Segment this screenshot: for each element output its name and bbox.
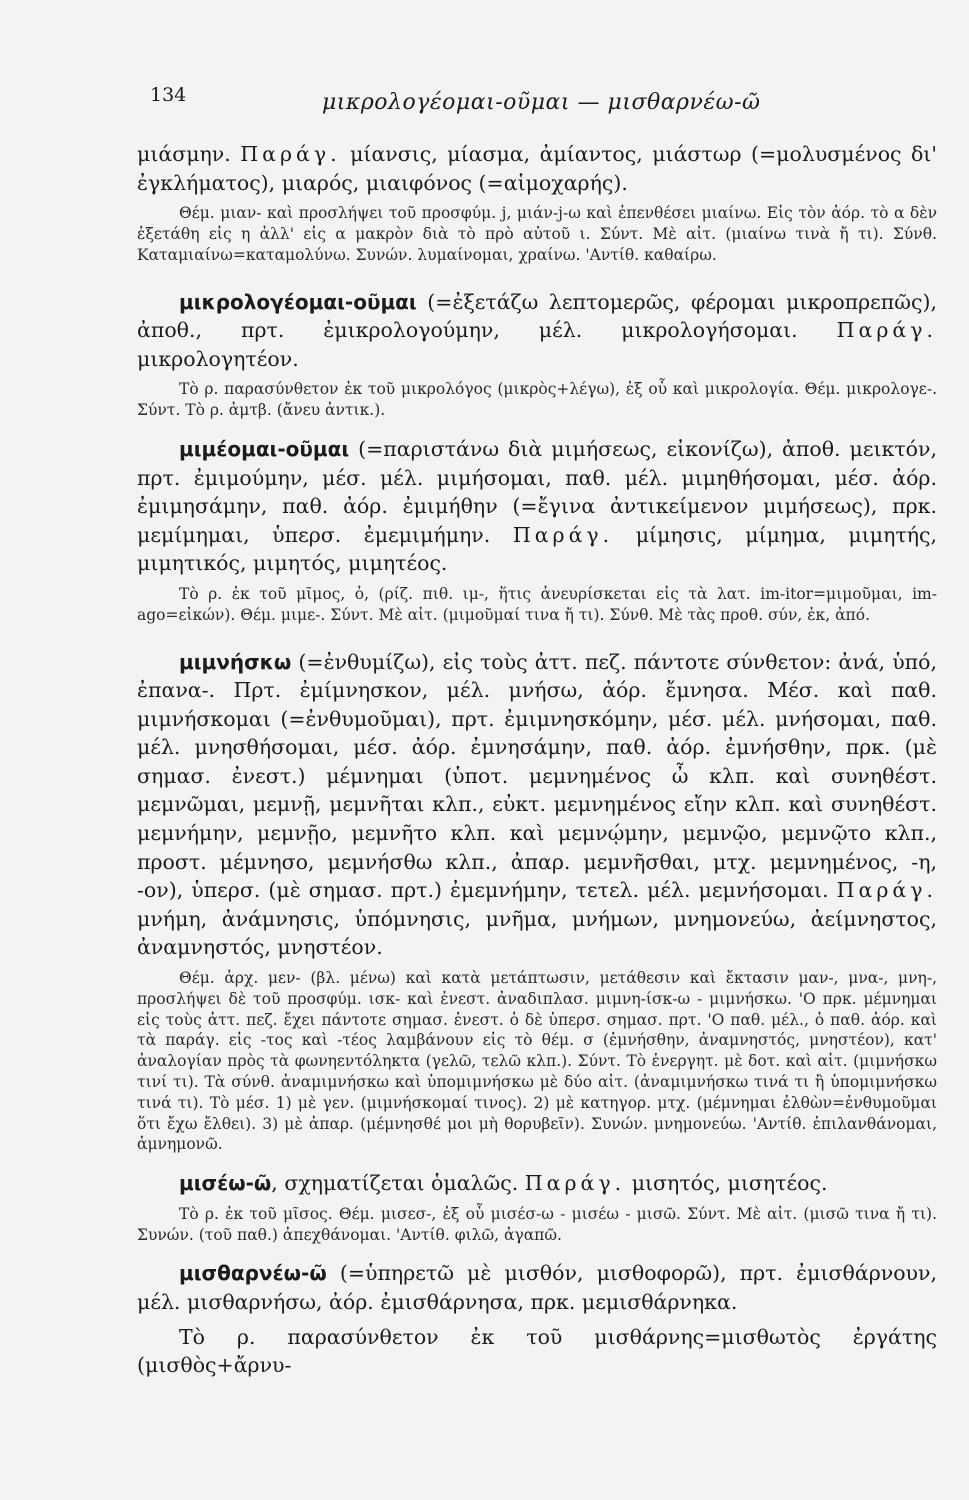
- page-content: [137, 140, 937, 1380]
- derivatives-label: Παράγ.: [836, 318, 937, 343]
- entry-mikrologeomai: [137, 288, 937, 374]
- derivatives-label: Παράγ.: [524, 1171, 626, 1196]
- entry-note: Τὸ ρ. ἐκ τοῦ μῖμος, ὁ, (ρίζ. πιθ. ιμ-, ἥτις ἀνευρίσκεται εἰς τὰ λατ. im-itor=μιμοῦμαι, im-ago=εἰκών). Θέμ. μιμε-. Σύντ. Μὲ αἰτ. (μιμοῦμαί τινα ἤ τι). Σύνθ. Μὲ τὰς προθ. σύν, ἐκ, ἀπό.: [137, 584, 937, 624]
- entry-note: Θέμ. μιαν- καὶ προσλήψει τοῦ προσφύμ. j, μιάν-j-ω καὶ ἐπενθέσει μιαίνω. Εἰς τὸν ἀόρ. τὸ α δὲν ἐξετάθη εἰς η ἀλλ' εἰς α μακρὸν διὰ τὸ πρὸ αὐτοῦ ι. Σύντ. Μὲ αἰτ. (μιαίνω τινὰ ἤ τι). Σύνθ. Καταμιαίνω=καταμολύνω. Συνών. λυμαίνομαι, χραίνω. 'Αντίθ. καθαίρω.: [137, 204, 937, 264]
- derivatives-label: Παράγ.: [240, 142, 341, 166]
- entry-text: μίμησις, μίμημα, μιμητής, μιμητικός, μιμητός, μιμητέος.: [137, 522, 937, 576]
- entry-text: (=ἐνθυμίζω), εἰς τοὺς ἀττ. πεζ. πάντοτε σύνθετον: ἀνά, ὑπό, ἐπανα-. Πρτ. ἐμίμνησκον, μέλ. μνήσω, ἀόρ. ἔμνησα. Μέσ. καὶ παθ. μιμνήσκομαι (=ἐνθυμοῦμαι), πρτ. ἐμιμνησκόμην, μέσ. μέλ. μνήσομαι, παθ. μέλ. μνησθήσομαι, μέσ. ἀόρ. ἐμνησάμην, παθ. ἀόρ. ἐμνήσθην, πρκ. (μὲ σημασ. ἐνεστ.) μέμνημαι (ὑποτ. μεμνημένος ὦ κλπ. καὶ συνηθέστ. μεμνῶμαι, μεμνῇ, μεμνῆται κλπ., εὐκτ. μεμνημένος εἴην κλπ. καὶ συνηθέστ. μεμνήμην, μεμνῇο, μεμνῆτο κλπ. καὶ μεμνῴμην, μεμνῷο, μεμνῷτο κλπ., προστ. μέμνησο, μεμνήσθω κλπ., ἀπαρ. μεμνῆσθαι, μτχ. μεμνημένος, -η, -ον), ὑπερσ. (μὲ σημασ. πρτ.) ἐμεμνήμην, τετελ. μέλ. μεμνήσομαι.: [137, 649, 937, 903]
- entry-text: μνήμη, ἀνάμνησις, ὑπόμνησις, μνῆμα, μνήμων, μνημονεύω, ἀείμνηστος, ἀναμνηστός, μνηστέον.: [137, 906, 937, 960]
- headword: μισθαρνέω-ῶ: [179, 1261, 327, 1286]
- entry-text: μίανσις, μίασμα, ἀμίαντος, μιάστωρ (=μολυσμένος δι' ἐγκλήματος), μιαρός, μιαιφόνος (=αἱμοχαρής).: [137, 142, 937, 195]
- entry-text: , σχηματίζεται ὁμαλῶς.: [271, 1171, 525, 1196]
- derivatives-label: Παράγ.: [836, 878, 937, 903]
- entry-text: (=ἐξετάζω λεπτομερῶς, φέρομαι μικροπρεπῶς), ἀποθ., πρτ. ἐμικρολογούμην, μέλ. μικρολογήσομαι.: [137, 289, 937, 343]
- entry-mistharneo: [137, 1259, 937, 1316]
- headword: μισέω-ῶ: [179, 1171, 272, 1196]
- entry-mimeomai: [137, 435, 937, 578]
- entry-text: μικρολογητέον.: [137, 346, 299, 371]
- entry-miaino-continuation: [137, 140, 937, 197]
- running-head: μικρολογέομαι-οῦμαι — μισθαρνέω-ῶ: [322, 90, 761, 115]
- entry-text: μισητός, μισητέος.: [625, 1171, 828, 1196]
- page-number: 134: [150, 84, 187, 106]
- entry-note: Θέμ. ἀρχ. μεν- (βλ. μένω) καὶ κατὰ μετάπτωσιν, μετάθεσιν καὶ ἔκτασιν μαν-, μνα-, μνη-, προσλήψει δὲ τοῦ προσφύμ. ισκ- καὶ ἐνεστ. ἀναδιπλασ. μιμνη-ίσκ-ω - μιμνήσκω. 'Ο πρκ. μέμνημαι εἰς τοὺς ἀττ. πεζ. ἔχει πάντοτε σημασ. ἐνεστ. ὁ δὲ ὑπερσ. σημασ. πρτ. 'Ο παθ. μέλ., ὁ παθ. ἀόρ. καὶ τὰ παράγ. εἰς -τος καὶ -τέος λαμβάνουν εἰς τὸ θέμ. σ (ἐμνήσθην, ἀναμνηστός, μνηστέον), κατ' ἀναλογίαν πρὸς τὰ φωνηεντόληκτα (γελῶ, τελῶ κλπ.). Σύντ. Τὸ ἐνεργητ. μὲ δοτ. καὶ αἰτ. (μιμνήσκω τινί τι). Τὰ σύνθ. ἀναμιμνήσκω καὶ ὑπομιμνήσκω μὲ δύο αἰτ. (ἀναμιμνήσκω τινά τι ἢ ὑπομιμνήσκω τινά τι). Τὸ μέσ. 1) μὲ γεν. (μιμνήσκομαί τινος). 2) μὲ κατηγορ. μτχ. (μέμνημαι ἐλθὼν=ἐνθυμοῦμαι ὅτι ἔχω ἔλθει). 3) μὲ ἀπαρ. (μέμνησθέ μοι μὴ θορυβεῖν). Συνών. μνημονεύω. 'Αντίθ. ἐπιλανθάνομαι, ἀμνημονῶ.: [137, 969, 937, 1154]
- entry-text: (=ὑπηρετῶ μὲ μισθόν, μισθοφορῶ), πρτ. ἐμισθάρνουν, μέλ. μισθαρνήσω, ἀόρ. ἐμισθάρνησα, πρκ. μεμισθάρνηκα.: [137, 1261, 937, 1314]
- headword: μιμνήσκω: [179, 649, 292, 674]
- page-header: [0, 84, 969, 124]
- headword: μιμέομαι-οῦμαι: [179, 436, 350, 461]
- entry-mimnisko: [137, 648, 937, 963]
- entry-text: μιάσμην.: [137, 142, 241, 166]
- entry-note: Τὸ ρ. παρασύνθετον ἐκ τοῦ μικρολόγος (μικρὸς+λέγω), ἐξ οὗ καὶ μικρολογία. Θέμ. μικρολογε-. Σύντ. Τὸ ρ. ἀμτβ. (ἄνευ ἀντικ.).: [137, 380, 937, 420]
- headword: μικρολογέομαι-οῦμαι: [179, 289, 417, 314]
- entry-note: Τὸ ρ. ἐκ τοῦ μῖσος. Θέμ. μισεσ-, ἐξ οὗ μισέσ-ω - μισέω - μισῶ. Σύντ. Μὲ αἰτ. (μισῶ τινα ἤ τι). Συνών. (τοῦ παθ.) ἀπεχθάνομαι. 'Αντίθ. φιλῶ, ἀγαπῶ.: [137, 1204, 937, 1244]
- entry-text: (=παριστάνω διὰ μιμήσεως, εἰκονίζω), ἀποθ. μεικτόν, πρτ. ἐμιμούμην, μέσ. μέλ. μιμήσομαι, παθ. μέλ. μιμηθήσομαι, μέσ. ἀόρ. ἐμιμησάμην, παθ. ἀόρ. ἐμιμήθην (=ἔγινα ἀντικείμενον μιμήσεως), πρκ. μεμίμημαι, ὑπερσ. ἐμεμιμήμην.: [137, 436, 937, 547]
- entry-note: Τὸ ρ. παρασύνθετον ἐκ τοῦ μισθάρνης=μισθωτὸς ἐργάτης (μισθὸς+ἄρνυ-: [137, 1324, 937, 1378]
- entry-miseo: [137, 1169, 937, 1198]
- derivatives-label: Παράγ.: [512, 522, 614, 547]
